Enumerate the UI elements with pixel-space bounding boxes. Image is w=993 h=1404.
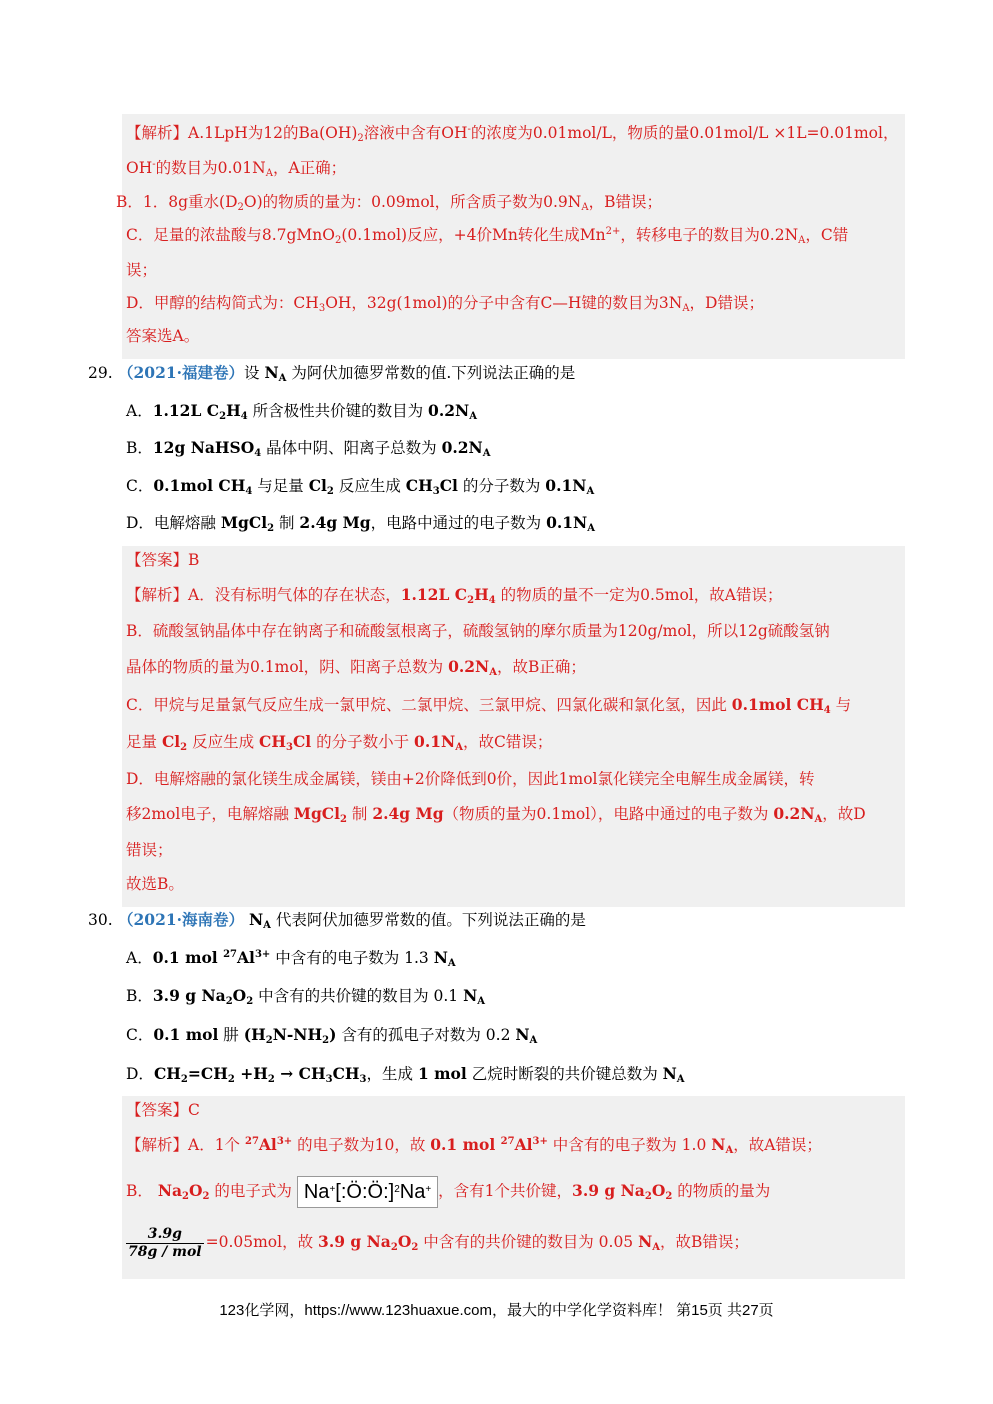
analysis28-line1: 【解析】A.1LpH为12的$Ba(OH)_2$溶液中含有OH-的浓度为0.01mol/L，物质的量0.01mol/L ×1L=0.01mol， (126, 124, 899, 144)
q29-analysis-8: 错误； (126, 841, 173, 859)
page-footer: 123化学网，https://www.123huaxue.com，最大的中学化学资料库！ 第15页 共27页 (219, 1302, 774, 1319)
q30-analysis-1: 【解析】A．1个 $^{27}Al^{3+}$ 的电子数为10，故 0.1 mol $^{27}Al^{3+}$ 中含有的电子数为 1.0 $N_A$，故A错误； (126, 1135, 822, 1156)
q29-analysis-6: D．电解熔融的氯化镁生成金属镁，镁由+2价降低到0价，因此1mol氯化镁完全电解生成金属镁，转 (126, 770, 815, 788)
analysis28-line7: 答案选A。 (126, 327, 200, 345)
analysis28-line5: 误； (126, 261, 158, 279)
q30-option-b: B．3.9 g $Na_2O_2$ 中含有的共价键的数目为 0.1 $N_A$ (126, 986, 486, 1007)
q30-option-d: D．$CH_2=CH_2 +H_2 \to CH_3CH_3$，生成 1 mol 乙烷时断裂的共价键总数为 $N_A$ (126, 1064, 685, 1085)
q29-answer: 【答案】B (126, 551, 200, 569)
q30-stem: （2021·海南卷） $N_A$ 代表阿伏加德罗常数的值。下列说法正确的是 (118, 910, 586, 931)
q29-option-d: D．电解熔融 MgCl$_2$ 制 2.4g Mg，电路中通过的电子数为 $0.1N_A$ (126, 513, 595, 534)
q29-analysis-9: 故选B。 (126, 875, 184, 893)
q29-analysis-7: 移2mol电子，电解熔融 MgCl$_2$ 制 2.4g Mg（物质的量为0.1mol），电路中通过的电子数为 $0.2N_A$，故D (126, 804, 866, 825)
q29-source: （2021·福建卷） (118, 363, 245, 382)
q29-analysis-3: 晶体的物质的量为0.1mol，阴、阳离子总数为 $0.2N_A$，故B正确； (126, 657, 586, 678)
analysis28-line3: B．1．8g重水$(D_2O)$的物质的量为：0.09mol，所含质子数为$0.9N_A$，B错误； (116, 193, 662, 213)
q29-analysis-1: 【解析】A．没有标明气体的存在状态，1.12L $C_2H_4$ 的物质的量不一定为0.5mol，故A错误； (126, 585, 783, 606)
q29-option-a: A．1.12L $C_2H_4$ 所含极性共价键的数目为 $0.2N_A$ (126, 401, 477, 422)
q30-number: 30. (88, 911, 113, 929)
q29-number: 29. (88, 364, 113, 382)
analysis28-line4: C．足量的浓盐酸与8.7gMnO$_2$(0.1mol)反应，+4价Mn转化生成$Mn^{2+}$，转移电子的数目为$0.2N_A$，C错 (126, 226, 849, 246)
fraction: $\frac{3.9g}{\text{78g / mol}}$ (128, 1225, 202, 1260)
q29-option-c: C．0.1mol $CH_4$ 与足量 $Cl_2$ 反应生成 $CH_3Cl$ 的分子数为 $0.1N_A$ (126, 476, 595, 497)
q30-analysis-3: $\frac{3.9g}{\text{78g / mol}}$ =0.05mol，故 3.9 g $Na_2O_2$ 中含有的共价键的数目为 0.05 $N_A$，故B错误； (128, 1225, 749, 1260)
q29-analysis-4: C．甲烷与足量氯气反应生成一氯甲烷、二氯甲烷、三氯甲烷、四氯化碳和氯化氢，因此 0.1mol $CH_4$ 与 (126, 695, 852, 716)
q29-analysis-5: 足量 $Cl_2$ 反应生成 $CH_3Cl$ 的分子数小于 $0.1N_A$，故C错误； (126, 732, 553, 753)
q29-stem: （2021·福建卷）设 $N_A$ 为阿伏加德罗常数的值.下列说法正确的是 (118, 363, 576, 384)
q30-answer: 【答案】C (126, 1101, 200, 1119)
q30-option-c: C．0.1 mol 肼 $(H_2N-NH_2)$ 含有的孤电子对数为 0.2 $N_A$ (126, 1025, 538, 1046)
analysis28-line2: OH-的数目为$0.01N_A$，A正确； (126, 159, 347, 179)
q30-analysis-2: B． $Na_2O_2$ 的电子式为 Na+[:Ö:Ö:]$^2$Na+ ，含有1个共价键，3.9 g $Na_2O_2$ 的物质的量为 (126, 1176, 770, 1208)
electron-formula-image: Na+[:Ö:Ö:]$^2$Na+ (297, 1176, 438, 1208)
q29-option-b: B．12g NaHSO$_4$ 晶体中阴、阳离子总数为 $0.2N_A$ (126, 438, 491, 459)
analysis28-line6: D．甲醇的结构简式为：$CH_3OH$，32g(1mol)的分子中含有C—H键的数目为$3N_A$，D错误； (126, 294, 764, 314)
q30-option-a: A．0.1 mol $^{27}Al^{3+}$ 中含有的电子数为 1.3 $N_A$ (126, 948, 456, 969)
q30-source: （2021·海南卷） (118, 910, 245, 929)
q29-analysis-2: B．硫酸氢钠晶体中存在钠离子和硫酸氢根离子，硫酸氢钠的摩尔质量为120g/mol，所以12g硫酸氢钠 (126, 622, 830, 640)
